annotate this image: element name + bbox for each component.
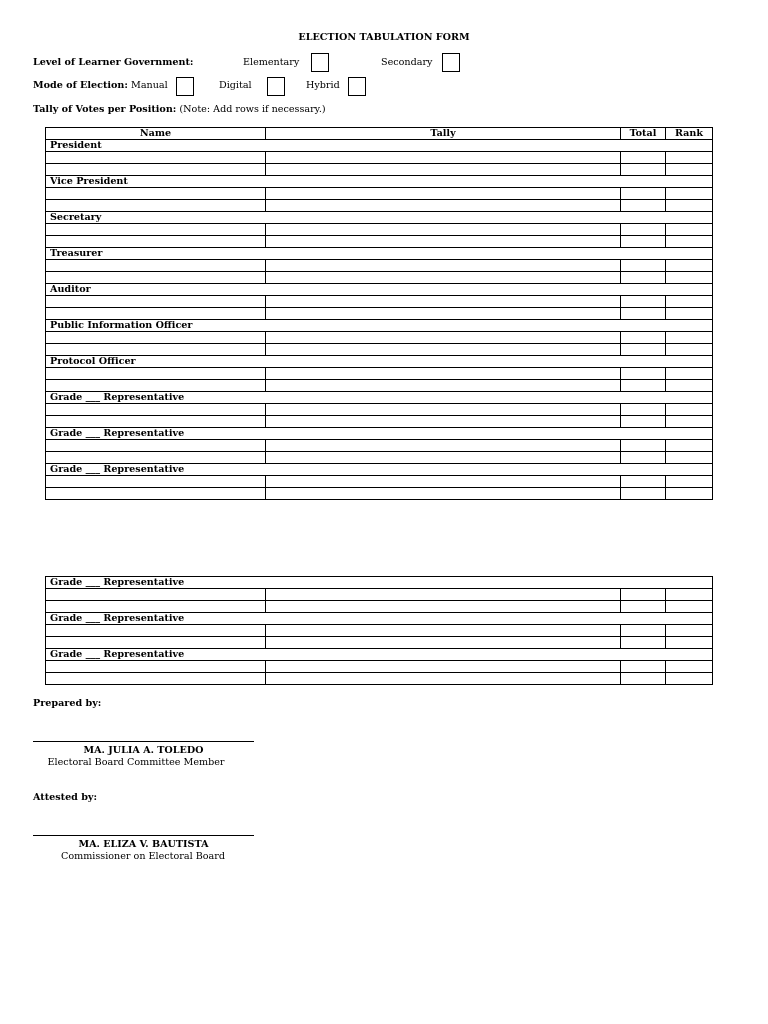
position-label: Grade ___ Representative	[46, 392, 713, 404]
position-label: Protocol Officer	[46, 356, 713, 368]
candidate-row	[46, 404, 713, 416]
rank-cell[interactable]	[666, 164, 713, 176]
name-cell[interactable]	[46, 625, 266, 637]
name-cell[interactable]	[46, 416, 266, 428]
prepared-by-label: Prepared by:	[33, 698, 102, 709]
tally-table-continued	[45, 576, 713, 685]
candidate-row	[46, 416, 713, 428]
position-label: Public Information Officer	[46, 320, 713, 332]
candidate-row	[46, 452, 713, 464]
candidate-row	[46, 296, 713, 308]
total-cell[interactable]	[621, 296, 666, 308]
tally-cell[interactable]	[266, 368, 621, 380]
level-option-elementary-label: Elementary	[243, 57, 300, 68]
total-cell[interactable]	[621, 625, 666, 637]
mode-option-digital-label: Digital	[219, 80, 252, 91]
tally-cell[interactable]	[266, 637, 621, 649]
name-cell[interactable]	[46, 152, 266, 164]
name-cell[interactable]	[46, 452, 266, 464]
total-cell[interactable]	[621, 188, 666, 200]
candidate-row	[46, 625, 713, 637]
candidate-row	[46, 601, 713, 613]
position-label: Grade ___ Representative	[46, 428, 713, 440]
position-label: Grade ___ Representative	[46, 577, 713, 589]
tally-cell[interactable]	[266, 673, 621, 685]
level-option-secondary-label: Secondary	[381, 57, 433, 68]
candidate-row	[46, 152, 713, 164]
total-cell[interactable]	[621, 200, 666, 212]
position-row	[46, 212, 713, 224]
candidate-row	[46, 344, 713, 356]
rank-cell[interactable]	[666, 224, 713, 236]
name-cell[interactable]	[46, 368, 266, 380]
total-cell[interactable]	[621, 224, 666, 236]
tally-cell[interactable]	[266, 625, 621, 637]
name-cell[interactable]	[46, 589, 266, 601]
tally-cell[interactable]	[266, 236, 621, 248]
name-cell[interactable]	[46, 260, 266, 272]
name-cell[interactable]	[46, 224, 266, 236]
position-label: Grade ___ Representative	[46, 649, 713, 661]
hybrid-checkbox[interactable]	[348, 77, 366, 96]
position-label: Grade ___ Representative	[46, 464, 713, 476]
rank-cell[interactable]	[666, 152, 713, 164]
name-cell[interactable]	[46, 332, 266, 344]
position-row	[46, 464, 713, 476]
rank-cell[interactable]	[666, 440, 713, 452]
total-cell[interactable]	[621, 673, 666, 685]
candidate-row	[46, 673, 713, 685]
candidate-row	[46, 332, 713, 344]
header-rank: Rank	[666, 128, 713, 140]
tally-cell[interactable]	[266, 416, 621, 428]
attested-signature-line	[33, 835, 254, 836]
tally-cell[interactable]	[266, 589, 621, 601]
candidate-row	[46, 440, 713, 452]
name-cell[interactable]	[46, 601, 266, 613]
attested-role: Commissioner on Electoral Board	[60, 851, 226, 862]
rank-cell[interactable]	[666, 188, 713, 200]
rank-cell[interactable]	[666, 272, 713, 284]
position-label: Auditor	[46, 284, 713, 296]
rank-cell[interactable]	[666, 476, 713, 488]
tally-cell[interactable]	[266, 188, 621, 200]
prepared-role: Electoral Board Committee Member	[47, 757, 225, 768]
rank-cell[interactable]	[666, 404, 713, 416]
name-cell[interactable]	[46, 308, 266, 320]
tally-cell[interactable]	[266, 488, 621, 500]
rank-cell[interactable]	[666, 200, 713, 212]
total-cell[interactable]	[621, 452, 666, 464]
tally-heading-label: Tally of Votes per Position:	[33, 104, 177, 115]
rank-cell[interactable]	[666, 380, 713, 392]
candidate-row	[46, 368, 713, 380]
name-cell[interactable]	[46, 200, 266, 212]
total-cell[interactable]	[621, 476, 666, 488]
position-row	[46, 284, 713, 296]
position-row	[46, 428, 713, 440]
rank-cell[interactable]	[666, 637, 713, 649]
position-label: Vice President	[46, 176, 713, 188]
position-label: Secretary	[46, 212, 713, 224]
name-cell[interactable]	[46, 440, 266, 452]
name-cell[interactable]	[46, 476, 266, 488]
total-cell[interactable]	[621, 332, 666, 344]
total-cell[interactable]	[621, 236, 666, 248]
rank-cell[interactable]	[666, 260, 713, 272]
total-cell[interactable]	[621, 380, 666, 392]
name-cell[interactable]	[46, 236, 266, 248]
mode-option-manual-label: Manual	[131, 80, 168, 91]
name-cell[interactable]	[46, 188, 266, 200]
header-total: Total	[621, 128, 666, 140]
total-cell[interactable]	[621, 260, 666, 272]
total-cell[interactable]	[621, 589, 666, 601]
tally-cell[interactable]	[266, 260, 621, 272]
position-label: Treasurer	[46, 248, 713, 260]
attested-by-label: Attested by:	[33, 792, 98, 803]
total-cell[interactable]	[621, 368, 666, 380]
total-cell[interactable]	[621, 404, 666, 416]
rank-cell[interactable]	[666, 332, 713, 344]
name-cell[interactable]	[46, 296, 266, 308]
level-label: Level of Learner Government:	[33, 57, 194, 68]
rank-cell[interactable]	[666, 661, 713, 673]
candidate-row	[46, 272, 713, 284]
rank-cell[interactable]	[666, 625, 713, 637]
total-cell[interactable]	[621, 488, 666, 500]
mode-option-hybrid-label: Hybrid	[306, 80, 340, 91]
name-cell[interactable]	[46, 488, 266, 500]
total-cell[interactable]	[621, 661, 666, 673]
candidate-row	[46, 661, 713, 673]
name-cell[interactable]	[46, 344, 266, 356]
elementary-checkbox[interactable]	[311, 53, 329, 72]
candidate-row	[46, 380, 713, 392]
tally-cell[interactable]	[266, 661, 621, 673]
secondary-checkbox[interactable]	[442, 53, 460, 72]
name-cell[interactable]	[46, 661, 266, 673]
position-row	[46, 320, 713, 332]
position-label: Grade ___ Representative	[46, 613, 713, 625]
position-row	[46, 613, 713, 625]
position-row	[46, 392, 713, 404]
candidate-row	[46, 260, 713, 272]
tally-cell[interactable]	[266, 404, 621, 416]
form-title: ELECTION TABULATION FORM	[298, 32, 470, 43]
candidate-row	[46, 589, 713, 601]
tally-cell[interactable]	[266, 380, 621, 392]
position-label: President	[46, 140, 713, 152]
position-row	[46, 248, 713, 260]
rank-cell[interactable]	[666, 416, 713, 428]
rank-cell[interactable]	[666, 236, 713, 248]
candidate-row	[46, 164, 713, 176]
name-cell[interactable]	[46, 673, 266, 685]
name-cell[interactable]	[46, 164, 266, 176]
total-cell[interactable]	[621, 152, 666, 164]
candidate-row	[46, 224, 713, 236]
attested-name: MA. ELIZA V. BAUTISTA	[78, 839, 209, 850]
position-row	[46, 649, 713, 661]
mode-label: Mode of Election:	[33, 80, 128, 91]
tally-heading-note: (Note: Add rows if necessary.)	[179, 104, 326, 115]
header-tally: Tally	[266, 128, 621, 140]
candidate-row	[46, 476, 713, 488]
tally-cell[interactable]	[266, 200, 621, 212]
candidate-row	[46, 188, 713, 200]
position-row	[46, 140, 713, 152]
rank-cell[interactable]	[666, 296, 713, 308]
position-row	[46, 356, 713, 368]
rank-cell[interactable]	[666, 673, 713, 685]
total-cell[interactable]	[621, 344, 666, 356]
rank-cell[interactable]	[666, 368, 713, 380]
candidate-row	[46, 637, 713, 649]
candidate-row	[46, 236, 713, 248]
total-cell[interactable]	[621, 440, 666, 452]
rank-cell[interactable]	[666, 601, 713, 613]
position-row	[46, 577, 713, 589]
digital-checkbox[interactable]	[267, 77, 285, 96]
total-cell[interactable]	[621, 416, 666, 428]
candidate-row	[46, 488, 713, 500]
total-cell[interactable]	[621, 601, 666, 613]
candidate-row	[46, 200, 713, 212]
rank-cell[interactable]	[666, 589, 713, 601]
tally-cell[interactable]	[266, 440, 621, 452]
name-cell[interactable]	[46, 380, 266, 392]
prepared-signature-line	[33, 741, 254, 742]
rank-cell[interactable]	[666, 488, 713, 500]
tally-cell[interactable]	[266, 272, 621, 284]
tally-cell[interactable]	[266, 452, 621, 464]
tally-cell[interactable]	[266, 344, 621, 356]
header-name: Name	[46, 128, 266, 140]
tally-cell[interactable]	[266, 332, 621, 344]
rank-cell[interactable]	[666, 452, 713, 464]
tally-cell[interactable]	[266, 164, 621, 176]
prepared-name: MA. JULIA A. TOLEDO	[83, 745, 204, 756]
candidate-row	[46, 308, 713, 320]
total-cell[interactable]	[621, 164, 666, 176]
total-cell[interactable]	[621, 637, 666, 649]
rank-cell[interactable]	[666, 344, 713, 356]
name-cell[interactable]	[46, 404, 266, 416]
total-cell[interactable]	[621, 308, 666, 320]
tally-cell[interactable]	[266, 308, 621, 320]
name-cell[interactable]	[46, 637, 266, 649]
position-row	[46, 176, 713, 188]
name-cell[interactable]	[46, 272, 266, 284]
tally-table	[45, 127, 713, 500]
table-header-row	[46, 128, 713, 140]
tally-cell[interactable]	[266, 601, 621, 613]
tally-cell[interactable]	[266, 152, 621, 164]
manual-checkbox[interactable]	[176, 77, 194, 96]
tally-cell[interactable]	[266, 296, 621, 308]
tally-cell[interactable]	[266, 224, 621, 236]
tally-cell[interactable]	[266, 476, 621, 488]
total-cell[interactable]	[621, 272, 666, 284]
rank-cell[interactable]	[666, 308, 713, 320]
tally-heading	[33, 104, 326, 115]
